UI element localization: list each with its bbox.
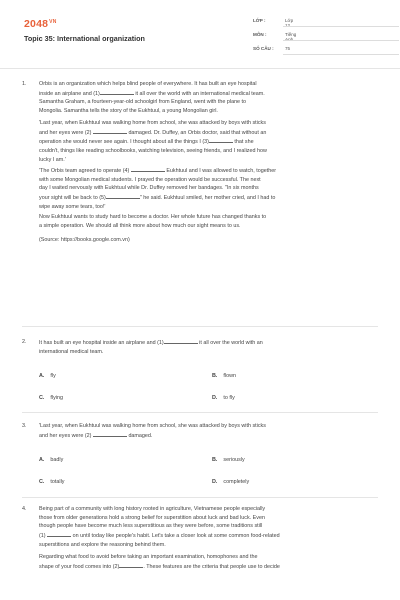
text-line: couldn't, things like reading schoolbooks, watching television, seeing friends, and I realized how xyxy=(39,148,267,155)
text-line: day I waited nervously with Eukhtuul while Dr. Duffey removed her bandages. "In six months xyxy=(39,185,259,192)
text-line: 'The Orbis team agreed to operate (4) Eukhtuul and I was allowed to watch, together xyxy=(39,168,277,174)
meta-value: Lớp 12 xyxy=(285,18,294,28)
text-line: international medical team. xyxy=(39,348,104,355)
text-line: 'Last year, when Eukhtuul was walking home from school, she was attacked by boys with sticks xyxy=(39,120,266,126)
passage-paragraph xyxy=(39,553,379,571)
text-line: superstitions and explore the reasoning behind them. xyxy=(39,541,166,548)
page-title: Topic 35: International organization xyxy=(24,34,145,43)
passage-paragraph xyxy=(39,166,379,212)
site-logo[interactable] xyxy=(24,18,57,30)
text-line: shape of your food comes into (2) . These features are the criteria that people use to decide xyxy=(39,563,280,570)
option-b[interactable]: B. flown xyxy=(212,373,236,379)
question-number: 3. xyxy=(22,423,27,429)
option-c[interactable]: C. flying xyxy=(39,395,63,401)
answer-blank xyxy=(47,531,71,537)
text-line: wipe away some tears, too!' xyxy=(39,203,106,210)
logo-suffix: VN xyxy=(49,18,57,25)
source-citation: (Source: https://books.google.com.vn) xyxy=(39,237,130,243)
text-line: Orbis is an organization which helps blind people of everywhere. It has built an eye hospital xyxy=(39,81,257,87)
passage-paragraph xyxy=(39,119,379,165)
text-line: (1) on until today like people's habit. Let's take a closer look at some common food-related xyxy=(39,533,280,540)
answer-blank xyxy=(119,562,143,568)
question-stem xyxy=(39,422,379,440)
page-header xyxy=(0,0,400,68)
text-line: Samantha Graham, a fourteen-year-old schoolgirl from England, went with the plane to xyxy=(39,99,247,106)
passage-paragraph xyxy=(39,80,379,116)
meta-label: LỚP : xyxy=(253,18,266,23)
text-line: Regarding what food to avoid before taking an important examination, homophones and the xyxy=(39,554,258,560)
answer-blank xyxy=(93,431,127,437)
meta-label: MÔN : xyxy=(253,32,267,37)
meta-divider xyxy=(283,40,399,41)
question-stem xyxy=(39,338,379,356)
text-line: with some Mongolian medical students. I prayed the operation would be successful. The next xyxy=(39,176,261,183)
option-a[interactable]: A. fly xyxy=(39,373,56,379)
answer-blank xyxy=(164,338,198,344)
answer-blank xyxy=(131,166,165,172)
logo-text: 2048 xyxy=(24,18,49,30)
meta-label: SỐ CÂU : xyxy=(253,46,274,51)
text-line: Now Eukhtuul wants to study hard to become a doctor. Her whole future has changed thanks to xyxy=(39,214,267,220)
text-line: inside an airplane and (1) it all over the world with an international medical team. xyxy=(39,90,265,97)
text-line: 'Last year, when Eukhtuul was walking home from school, she was attacked by boys with sticks xyxy=(39,423,266,429)
answer-blank xyxy=(93,128,127,134)
header-divider xyxy=(0,68,400,69)
option-c[interactable]: C. totally xyxy=(39,479,65,485)
question-divider xyxy=(22,412,378,413)
answer-blank xyxy=(100,89,134,95)
question-number: 2. xyxy=(22,339,27,345)
text-line: your sight will be back to (5) " he said. Eukhtuul smiled, her mother cried, and I had to xyxy=(39,195,276,202)
text-line: operation she would never see again. I thought about all the things I (3) that she xyxy=(39,139,254,146)
option-b[interactable]: B. seriously xyxy=(212,457,245,463)
text-line: a simple operation. We should all think more about how much our sight means to us. xyxy=(39,222,241,229)
question-number: 1. xyxy=(22,81,27,87)
text-line: and her eyes were (2) damaged. Dr. Duffey, an Orbis doctor, said that without an xyxy=(39,129,267,136)
answer-blank xyxy=(106,193,140,199)
option-d[interactable]: D. completely xyxy=(212,479,250,485)
text-line: those from older generations hold a strong belief for superstition about luck and bad luck. Even xyxy=(39,514,265,521)
meta-divider xyxy=(283,26,399,27)
answer-blank xyxy=(209,137,233,143)
passage-paragraph xyxy=(39,505,379,550)
meta-divider xyxy=(283,54,399,55)
question-divider xyxy=(22,497,378,498)
text-line: Being part of a community with long history rooted in agriculture, Vietnamese people especially xyxy=(39,506,266,512)
text-line: It has built an eye hospital inside an airplane and (1) it all over the world with an xyxy=(39,340,263,346)
text-line: lucky I am.' xyxy=(39,156,66,163)
option-a[interactable]: A. badly xyxy=(39,457,64,463)
text-line: though people have become much less superstitious as they were before, some traditions still xyxy=(39,523,263,530)
option-d[interactable]: D. to fly xyxy=(212,395,235,401)
meta-value: Tiếng Anh xyxy=(285,32,297,42)
text-line: and her eyes were (2) damaged. xyxy=(39,432,153,439)
question-divider xyxy=(22,326,378,327)
question-number: 4. xyxy=(22,506,27,512)
meta-value: 75 xyxy=(285,46,291,51)
text-line: Mongolia. Samantha tells the story of the Eukhtuul, a young Mongolian girl. xyxy=(39,108,218,115)
passage-paragraph xyxy=(39,213,379,230)
